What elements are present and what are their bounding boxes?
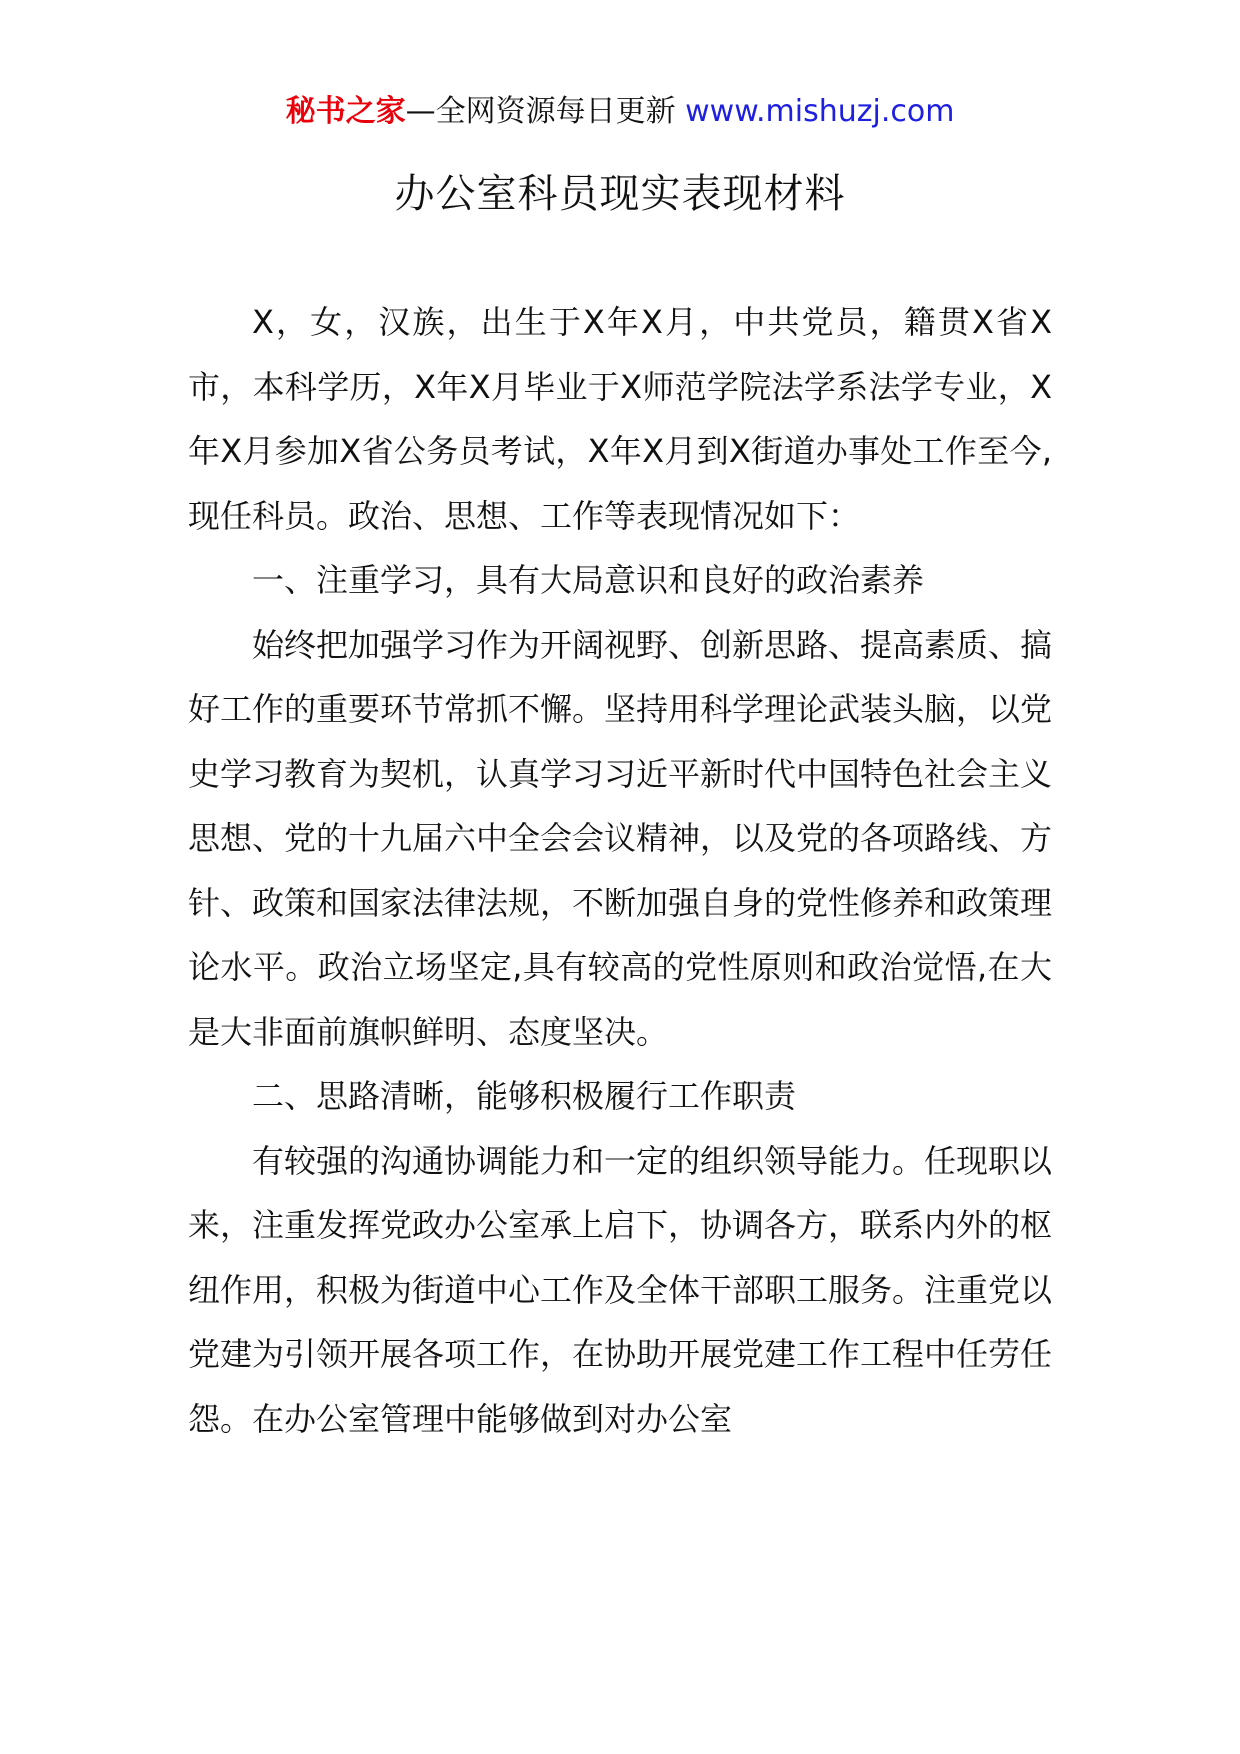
section-paragraph-2: 有较强的沟通协调能力和一定的组织领导能力。任现职以来，注重发挥党政办公室承上启下，协调各方，联系内外的枢纽作用，积极为街道中心工作及全体干部职工服务。注重党以党建为引领开展各项工作，在协助开展党建工作工程中任劳任怨。在办公室管理中能够做到对办公室 <box>188 1141 1053 1438</box>
site-url-link[interactable]: www.mishuzj.com <box>685 94 955 129</box>
header-tagline: —全网资源每日更新 <box>405 94 686 129</box>
section-heading-1: 一、注重学习，具有大局意识和良好的政治素养 <box>252 561 925 599</box>
intro-paragraph: X，女，汉族，出生于X年X月，中共党员，籍贯X省X市，本科学历，X年X月毕业于X师范学院法学系法学专业，X年X月参加X省公务员考试，X年X月到X街道办事处工作至今,现任科员。政治、思想、工作等表现情况如下： <box>188 303 1052 535</box>
section-paragraph-1: 始终把加强学习作为开阔视野、创新思路、提高素质、搞好工作的重要环节常抓不懈。坚持用科学理论武装头脑，以党史学习教育为契机，认真学习习近平新时代中国特色社会主义思想、党的十九届六中全会会议精神，以及党的各项路线、方针、政策和国家法律法规，不断加强自身的党性修养和政策理论水平。政治立场坚定,具有较高的党性原则和政治觉悟,在大是大非面前旗帜鲜明、态度坚决。 <box>188 625 1053 1051</box>
document-title: 办公室科员现实表现材料 <box>394 171 846 217</box>
site-header <box>0 92 1240 132</box>
document-body <box>188 290 1052 1451</box>
brand-name: 秘书之家 <box>285 94 406 129</box>
section-heading-2: 二、思路清晰，能够积极履行工作职责 <box>252 1077 797 1115</box>
